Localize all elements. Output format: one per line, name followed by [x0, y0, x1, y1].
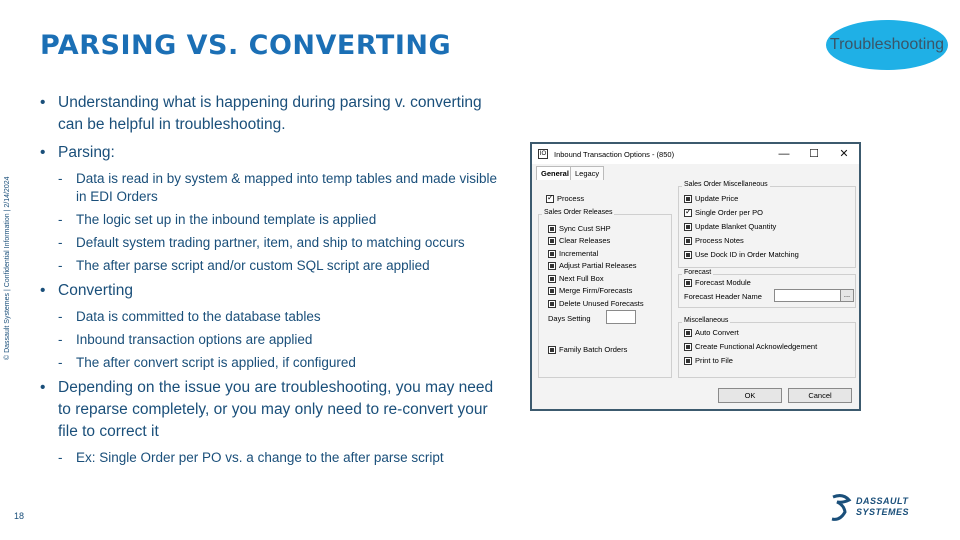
delete-unused-forecasts-checkbox[interactable]: Delete Unused Forecasts [548, 299, 644, 308]
adjust-partial-releases-checkbox[interactable]: Adjust Partial Releases [548, 261, 637, 270]
sync-cust-shp-checkbox[interactable]: Sync Cust SHP [548, 224, 611, 233]
update-blanket-quantity-checkbox[interactable]: Update Blanket Quantity [684, 222, 776, 231]
update-price-checkbox[interactable]: Update Price [684, 194, 738, 203]
app-icon: IO [539, 151, 547, 157]
logo-text-line1: DASSAULT [856, 496, 909, 506]
sidebar-text: © Dassault Systemes | Confidential Information | 2/14/2024 [4, 176, 11, 360]
forecast-header-name-label: Forecast Header Name [684, 292, 762, 301]
confidential-sidebar [4, 176, 16, 360]
single-order-per-po-checkbox[interactable]: ✓ Single Order per PO [684, 208, 763, 217]
close-icon[interactable]: ✕ [839, 148, 849, 160]
sub-bullet-item: - Ex: Single Order per PO vs. a change to the after parse script [58, 450, 444, 465]
bullet-list [40, 92, 500, 472]
ok-button[interactable]: OK [718, 388, 782, 403]
dialog-title: Inbound Transaction Options - (850) [554, 150, 675, 159]
sub-bullet-item: - The logic set up in the inbound template is applied [58, 212, 377, 227]
tab-general[interactable]: General [536, 166, 574, 180]
forecast-lookup-button[interactable]: ... [840, 289, 854, 302]
bullet-text: Understanding what is happening during parsing v. converting can be helpful in troubleshooting. [58, 94, 482, 133]
bullet-item: • Depending on the issue you are troubleshooting, you may need to reparse completely, or you may only need to re-convert your file to correct it [40, 379, 494, 440]
minimize-icon[interactable]: — [778, 148, 790, 160]
sub-bullet-text: Data is committed to the database tables [76, 309, 321, 324]
create-functional-ack-checkbox[interactable]: Create Functional Acknowledgement [684, 342, 817, 351]
slide-title: PARSING VS. CONVERTING [40, 30, 452, 61]
process-checkbox[interactable]: ✓ Process [546, 194, 584, 203]
sub-bullet-item: - Data is read in by system & mapped into temp tables and made visible in EDI Orders [58, 171, 497, 204]
bullet-text: Parsing: [58, 144, 115, 161]
tab-legacy[interactable]: Legacy [570, 166, 604, 180]
logo-text-line2: SYSTEMES [856, 507, 910, 517]
sub-bullet-text: Inbound transaction options are applied [76, 332, 313, 347]
use-dock-id-checkbox[interactable]: Use Dock ID in Order Matching [684, 250, 799, 259]
sub-bullet-item: - Default system trading partner, item, and ship to matching occurs [58, 235, 465, 250]
troubleshooting-badge: Troubleshooting [826, 20, 948, 70]
inbound-transaction-options-dialog [530, 142, 861, 411]
forecast-module-checkbox[interactable]: Forecast Module [684, 278, 751, 287]
days-setting-input[interactable] [606, 310, 636, 324]
auto-convert-checkbox[interactable]: Auto Convert [684, 328, 739, 337]
forecast-header-name-input[interactable] [774, 289, 844, 302]
bullet-item: • Converting [40, 282, 133, 299]
sub-bullet-item: - The after convert script is applied, if configured [58, 355, 356, 370]
maximize-icon[interactable]: ☐ [809, 148, 819, 160]
sub-bullet-item: - Data is committed to the database tables [58, 309, 321, 324]
clear-releases-checkbox[interactable]: Clear Releases [548, 236, 610, 245]
dialog-titlebar [532, 144, 859, 164]
bullet-item: • Understanding what is happening during parsing v. converting can be helpful in troubleshooting. [40, 94, 482, 133]
sub-bullet-item: - Inbound transaction options are applied [58, 332, 313, 347]
sub-bullet-text: Data is read in by system & mapped into temp tables and made visible in EDI Orders [76, 171, 497, 204]
dassault-logo [830, 492, 940, 522]
print-to-file-checkbox[interactable]: Print to File [684, 356, 733, 365]
process-notes-checkbox[interactable]: Process Notes [684, 236, 744, 245]
next-full-box-checkbox[interactable]: Next Full Box [548, 274, 604, 283]
bullet-text: Converting [58, 282, 133, 299]
sales-order-misc-label: Sales Order Miscellaneous [684, 181, 768, 188]
forecast-label: Forecast [684, 269, 712, 276]
miscellaneous-label: Miscellaneous [684, 317, 729, 324]
bullet-text: Depending on the issue you are troubleshooting, you may need to reparse completely, or you may only need to re-convert your file to correct it [58, 379, 494, 440]
incremental-checkbox[interactable]: Incremental [548, 249, 598, 258]
sub-bullet-item: - The after parse script and/or custom SQL script are applied [58, 258, 430, 273]
sub-bullet-text: Ex: Single Order per PO vs. a change to the after parse script [76, 450, 444, 465]
page-number: 18 [14, 511, 25, 521]
cancel-button[interactable]: Cancel [788, 388, 852, 403]
sub-bullet-text: The logic set up in the inbound template is applied [76, 212, 377, 227]
merge-firm-forecasts-checkbox[interactable]: Merge Firm/Forecasts [548, 286, 632, 295]
family-batch-orders-checkbox[interactable]: Family Batch Orders [548, 345, 627, 354]
3ds-logo-icon [830, 492, 854, 522]
bullet-item: • Parsing: [40, 144, 115, 161]
sub-bullet-text: Default system trading partner, item, and ship to matching occurs [76, 235, 465, 250]
sub-bullet-text: The after convert script is applied, if configured [76, 355, 356, 370]
days-setting-label: Days Setting [548, 314, 591, 323]
sub-bullet-text: The after parse script and/or custom SQL script are applied [76, 258, 430, 273]
sales-order-releases-label: Sales Order Releases [544, 209, 613, 216]
